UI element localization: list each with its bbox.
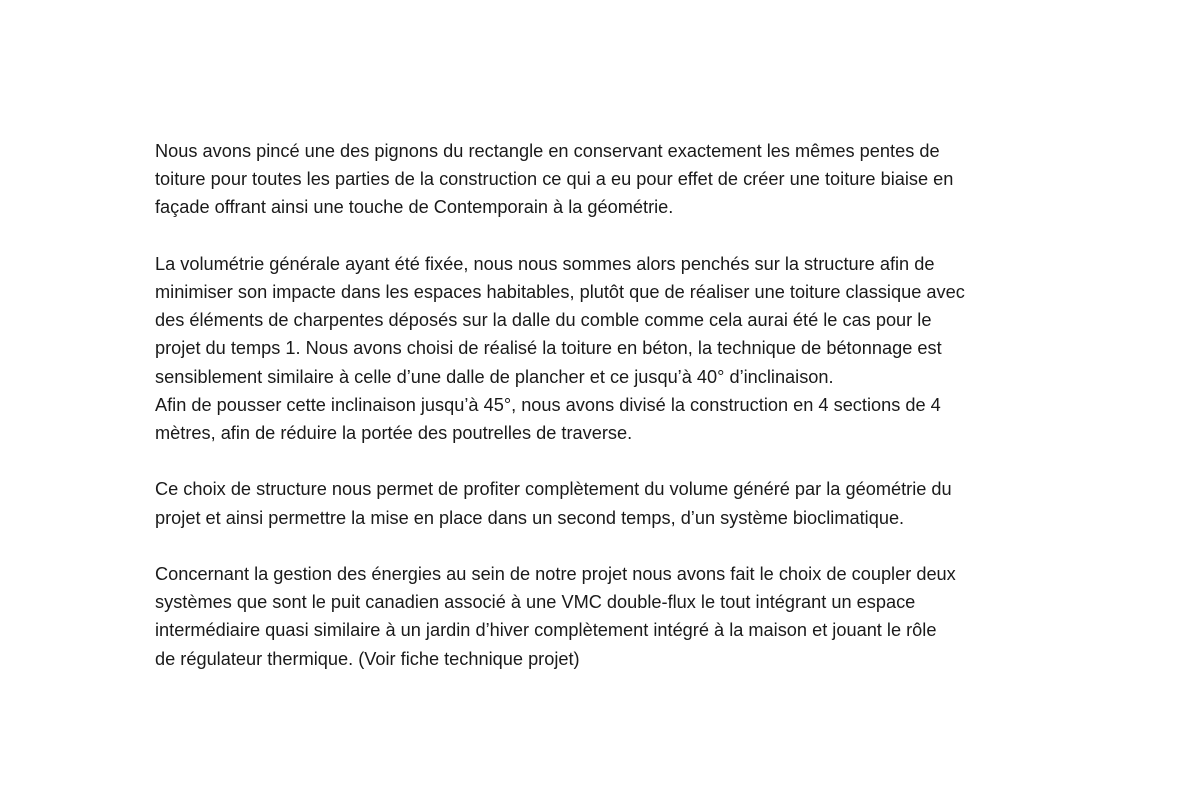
document-body bbox=[155, 137, 1055, 701]
text-line: Afin de pousser cette inclinaison jusqu’à 45°, nous avons divisé la construction en 4 sections de 4 bbox=[155, 394, 941, 415]
paragraph-roof-geometry bbox=[155, 137, 1055, 222]
text-line: systèmes que sont le puit canadien associé à une VMC double-flux le tout intégrant un espace bbox=[155, 592, 916, 613]
text-line: projet et ainsi permettre la mise en place dans un second temps, d’un système bioclimatique. bbox=[155, 507, 905, 528]
text-line: façade offrant ainsi une touche de Contemporain à la géométrie. bbox=[155, 197, 674, 218]
text-line: mètres, afin de réduire la portée des poutrelles de traverse. bbox=[155, 423, 633, 444]
text-line: intermédiaire quasi similaire à un jardin d’hiver complètement intégré à la maison et jouant le rôle bbox=[155, 620, 937, 641]
text-line: de régulateur thermique. (Voir fiche technique projet) bbox=[155, 648, 580, 669]
paragraph-structure bbox=[155, 250, 1055, 447]
text-line: La volumétrie générale ayant été fixée, nous nous sommes alors penchés sur la structure afin de bbox=[155, 253, 935, 274]
text-line: minimiser son impacte dans les espaces habitables, plutôt que de réaliser une toiture classique avec bbox=[155, 282, 965, 302]
text-line: toiture pour toutes les parties de la construction ce qui a eu pour effet de créer une toiture biaise en bbox=[155, 169, 954, 190]
text-line: Concernant la gestion des énergies au sein de notre projet nous avons fait le choix de coupler deux bbox=[155, 564, 956, 584]
text-line: Nous avons pincé une des pignons du rectangle en conservant exactement les mêmes pentes de bbox=[155, 141, 940, 161]
text-line: des éléments de charpentes déposés sur la dalle du comble comme cela aurai été le cas pour le bbox=[155, 310, 932, 331]
paragraph-energy bbox=[155, 560, 1055, 673]
paragraph-volume bbox=[155, 475, 1055, 531]
text-line: sensiblement similaire à celle d’une dalle de plancher et ce jusqu’à 40° d’inclinaison. bbox=[155, 366, 834, 387]
text-line: Ce choix de structure nous permet de profiter complètement du volume généré par la géométrie du bbox=[155, 479, 952, 500]
text-line: projet du temps 1. Nous avons choisi de réalisé la toiture en béton, la technique de bétonnage est bbox=[155, 338, 942, 359]
